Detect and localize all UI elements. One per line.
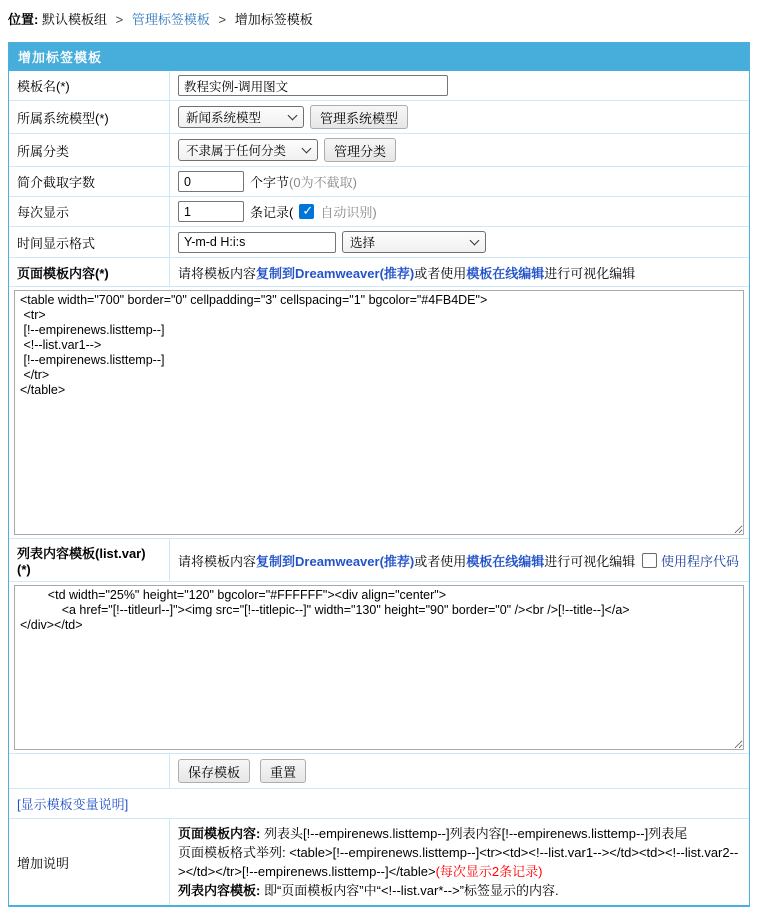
intro-cut-label: 简介截取字数: [9, 167, 170, 196]
intro-cut-row: [9, 167, 749, 197]
notes-line3-title: 列表内容模板:: [178, 883, 261, 898]
panel-title: 增加标签模板: [9, 43, 749, 71]
use-program-code-option: [642, 551, 741, 570]
dreamweaver-copy-link[interactable]: 复制到Dreamweaver(推荐): [256, 265, 415, 281]
per-show-unit-prefix: 条记录(: [250, 205, 294, 220]
page-template-label: 页面模板内容(*): [9, 258, 170, 286]
time-format-preset-select[interactable]: [342, 231, 486, 253]
template-vars-help-row: [9, 789, 749, 819]
notes-line2-title: 页面模板格式举列:: [178, 845, 286, 860]
page-template-textarea[interactable]: [14, 290, 744, 535]
template-name-row: [9, 71, 749, 101]
category-row: [9, 134, 749, 167]
page-template-instruction: 请将模板内容复制到Dreamweaver(推荐)或者使用模板在线编辑进行可视化编辑: [178, 265, 636, 281]
use-program-code-label: 使用程序代码: [660, 553, 739, 569]
per-show-row: [9, 197, 749, 227]
system-model-row: [9, 101, 749, 134]
notes-line1-title: 页面模板内容:: [178, 826, 261, 841]
system-model-label: 所属系统模型(*): [9, 101, 170, 133]
category-label: 所属分类: [9, 134, 170, 166]
manage-system-model-button[interactable]: 管理系统模型: [310, 105, 408, 129]
category-select[interactable]: [178, 139, 318, 161]
system-model-selected-value: 新闻系统模型: [186, 111, 262, 125]
list-template-label: 列表内容模板(list.var) (*): [9, 539, 170, 581]
list-template-instruction: 请将模板内容复制到Dreamweaver(推荐)或者使用模板在线编辑进行可视化编辑 使用程序代码: [170, 539, 749, 581]
manage-category-button[interactable]: 管理分类: [324, 138, 396, 162]
notes-red-hint: (每次显示2条记录): [435, 864, 543, 879]
list-template-textarea[interactable]: [14, 585, 744, 750]
show-template-vars-link[interactable]: [显示模板变量说明]: [17, 797, 129, 812]
breadcrumb-item-add-label-template: 增加标签模板: [234, 12, 313, 27]
auto-detect-checkbox[interactable]: [299, 204, 314, 219]
time-format-label: 时间显示格式: [9, 227, 170, 257]
online-editor-link[interactable]: 模板在线编辑: [466, 265, 545, 281]
system-model-select[interactable]: [178, 106, 304, 128]
breadcrumb-prefix: 位置:: [8, 12, 39, 27]
category-selected-value: 不隶属于任何分类: [186, 144, 287, 158]
auto-detect-label: 自动识别): [320, 205, 377, 220]
breadcrumb-separator: >: [115, 12, 124, 27]
add-label-template-panel: [8, 42, 750, 907]
template-name-input[interactable]: [178, 75, 448, 96]
dreamweaver-copy-link[interactable]: 复制到Dreamweaver(推荐): [256, 553, 415, 569]
time-format-row: [9, 227, 749, 258]
chevron-down-icon: [288, 110, 298, 120]
notes-row: [9, 819, 749, 905]
chevron-down-icon: [302, 143, 312, 153]
actions-row: [9, 754, 749, 789]
use-program-code-checkbox[interactable]: [642, 553, 657, 568]
actions-empty-label: [9, 754, 170, 788]
notes-label: 增加说明: [9, 819, 170, 905]
page-template-editor-row: [9, 287, 749, 539]
reset-button[interactable]: 重置: [260, 759, 306, 783]
time-format-input[interactable]: [178, 232, 336, 253]
notes-content: 页面模板内容: 列表头[!--empirenews.listtemp--]列表内容[!--empirenews.listtemp--]列表尾 页面模板格式举列: <table>[!--empirenews.listtemp--]<tr><td><!--list.var1--></td><td><!--list.var2--></td></tr>[!--empirenews.listtemp--]</table>(每次显示2条记录) 列表内容模板: 即“页面模板内容”中“<!--list.var*-->”标签显示的内容.: [178, 826, 739, 898]
per-show-input[interactable]: [178, 201, 244, 222]
online-editor-link[interactable]: 模板在线编辑: [466, 553, 545, 569]
breadcrumb-separator: >: [218, 12, 227, 27]
breadcrumb: [0, 0, 758, 28]
chevron-down-icon: [470, 235, 480, 245]
intro-cut-unit: 个字节(0为不截取): [250, 175, 357, 190]
page-template-header-row: [9, 258, 749, 287]
intro-cut-hint: (0为不截取): [289, 175, 357, 190]
breadcrumb-item-template-group: 默认模板组: [41, 12, 107, 27]
intro-cut-input[interactable]: [178, 171, 244, 192]
breadcrumb-link-manage-label-templates[interactable]: 管理标签模板: [131, 12, 210, 27]
save-template-button[interactable]: 保存模板: [178, 759, 250, 783]
template-name-label: 模板名(*): [9, 71, 170, 100]
list-template-header-row: [9, 539, 749, 582]
per-show-label: 每次显示: [9, 197, 170, 226]
list-template-editor-row: [9, 582, 749, 754]
time-format-preset-value: 选择: [350, 236, 376, 250]
